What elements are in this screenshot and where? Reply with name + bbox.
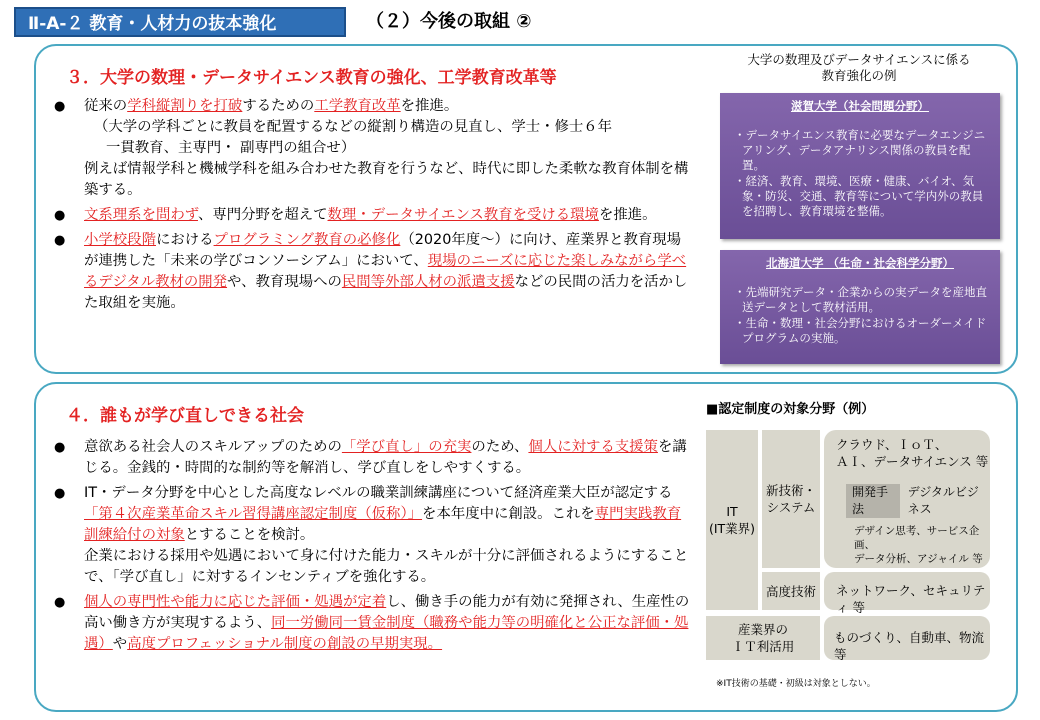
list-item <box>54 437 694 479</box>
figure-caption: ■認定制度の対象分野（例） <box>706 402 875 417</box>
section-header-tag: Ⅱ-A-２ 教育・人材力の抜本強化 <box>14 7 346 37</box>
list-item <box>54 96 694 201</box>
advanced-tech-value-cell: ネットワーク、セキュリティ 等 <box>824 572 990 610</box>
advanced-tech-cell: 高度技術 <box>762 572 820 610</box>
bullet-text: 小学校段階におけるプログラミング教育の必修化（2020年度〜）に向け、産業界と教育現場が連携した「未来の学びコンソーシアム」において、現場のニーズに応じた楽しみながら学べるデジタル教材の開発や、教育現場への民間等外部人材の派遣支援などの民間の活力を活かした取組を実施。 <box>84 232 688 311</box>
industry-it-cell: 産業界の ＩＴ利活用 <box>706 616 820 660</box>
bullet-text: 文系理系を問わず、専門分野を超えて数理・データサイエンス教育を受ける環境を推進。 <box>84 207 657 223</box>
bullet-text: 個人の専門性や能力に応じた評価・処遇が定着し、働き手の能力が有効に発揮され、生産性の高い働き方が実現するよう、同一労働同一賃金制度（職務や能力等の明確化と公正な評価・処遇）や高度プロフェッショナル制度の創設の早期実現。 <box>84 594 690 652</box>
bullet-icon: ● <box>54 486 66 501</box>
shiga-university-box <box>720 93 1000 239</box>
section3-bullet-list <box>54 96 694 318</box>
list-item <box>54 483 694 588</box>
page-title: （２）今後の取組 ② <box>366 11 532 32</box>
list-item <box>54 205 694 226</box>
dev-method-examples: デザイン思考、サービス企画、 データ分析、アジャイル 等 <box>854 525 983 565</box>
dev-method-value: デジタルビジネス <box>907 485 979 516</box>
list-item <box>54 230 694 314</box>
bullet-icon: ● <box>54 595 66 610</box>
sidebar-caption: 大学の数理及びデータサイエンスに係る 教育強化の例 <box>747 52 971 83</box>
box-item: ・先端研究データ・企業からの実データを産地直送データとして教材活用。 <box>734 285 987 314</box>
new-tech-cell: 新技術・ システム <box>762 430 820 568</box>
bullet-text: 従来の学科縦割りを打破するための工学教育改革を推進。 （大学の学科ごとに教員を配置するなどの縦割り構造の見直し、学士・修士６年 一貫教育、主専門・ 副専門の組合せ） 例えば情報学科と機械学科を組み合わせた教育を行うなど、時代に即した柔軟な教育体制を構築する。 <box>84 98 689 198</box>
new-tech-content-cell: クラウド、ＩｏＴ、 ＡＩ、データサイエンス 等 開発手法 デジタルビジネス デザイン思考、サービス企画、 データ分析、アジャイル 等 <box>824 430 990 568</box>
industry-it-value-cell: ものづくり、自動車、物流 等 <box>824 616 990 660</box>
dev-method-label: 開発手法 <box>846 484 900 518</box>
box-title: 北海道大学 （生命・社会科学分野） <box>765 256 954 270</box>
list-item <box>54 592 694 655</box>
hokkaido-university-box <box>720 250 1000 364</box>
box-item: ・経済、教育、環境、医療・健康、バイオ、気象・防災、交通、教育等について学内外の教員を招聘し、教育環境を整備。 <box>734 174 984 218</box>
bullet-text: 意欲ある社会人のスキルアップのための「学び直し」の充実のため、個人に対する支援策を講じる。金銭的・時間的な制約等を解消し、学び直しをしやすくする。 <box>84 439 687 476</box>
section4-bullet-list <box>54 437 694 659</box>
section3-title: ３．大学の数理・データサイエンス教育の強化、工学教育改革等 <box>66 68 557 88</box>
it-industry-cell: IT (IT業界) <box>706 430 758 610</box>
section4-title: ４．誰もが学び直しできる社会 <box>66 406 304 426</box>
figure-note: ※IT技術の基礎・初級は対象としない。 <box>716 679 876 689</box>
bullet-icon: ● <box>54 208 66 223</box>
bullet-icon: ● <box>54 99 66 114</box>
box-item: ・生命・数理・社会分野におけるオーダーメイドプログラムの実施。 <box>734 316 987 345</box>
bullet-icon: ● <box>54 233 66 248</box>
box-item: ・データサイエンス教育に必要なデータエンジニアリング、データアナリシス関係の教員を配置。 <box>734 128 986 172</box>
box-title: 滋賀大学（社会問題分野） <box>791 99 929 113</box>
bullet-icon: ● <box>54 440 66 455</box>
bullet-text: IT・データ分野を中心とした高度なレベルの職業訓練講座について経済産業大臣が認定する「第４次産業革命スキル習得講座認定制度（仮称）」を本年度中に創設。これを専門実践教育訓練給付の対象とすることを検討。 企業における採用や処遇において身に付けた能力・スキルが十分に評価されるようにすることで、「学び直し」に対するインセンティブを強化する。 <box>84 485 689 585</box>
